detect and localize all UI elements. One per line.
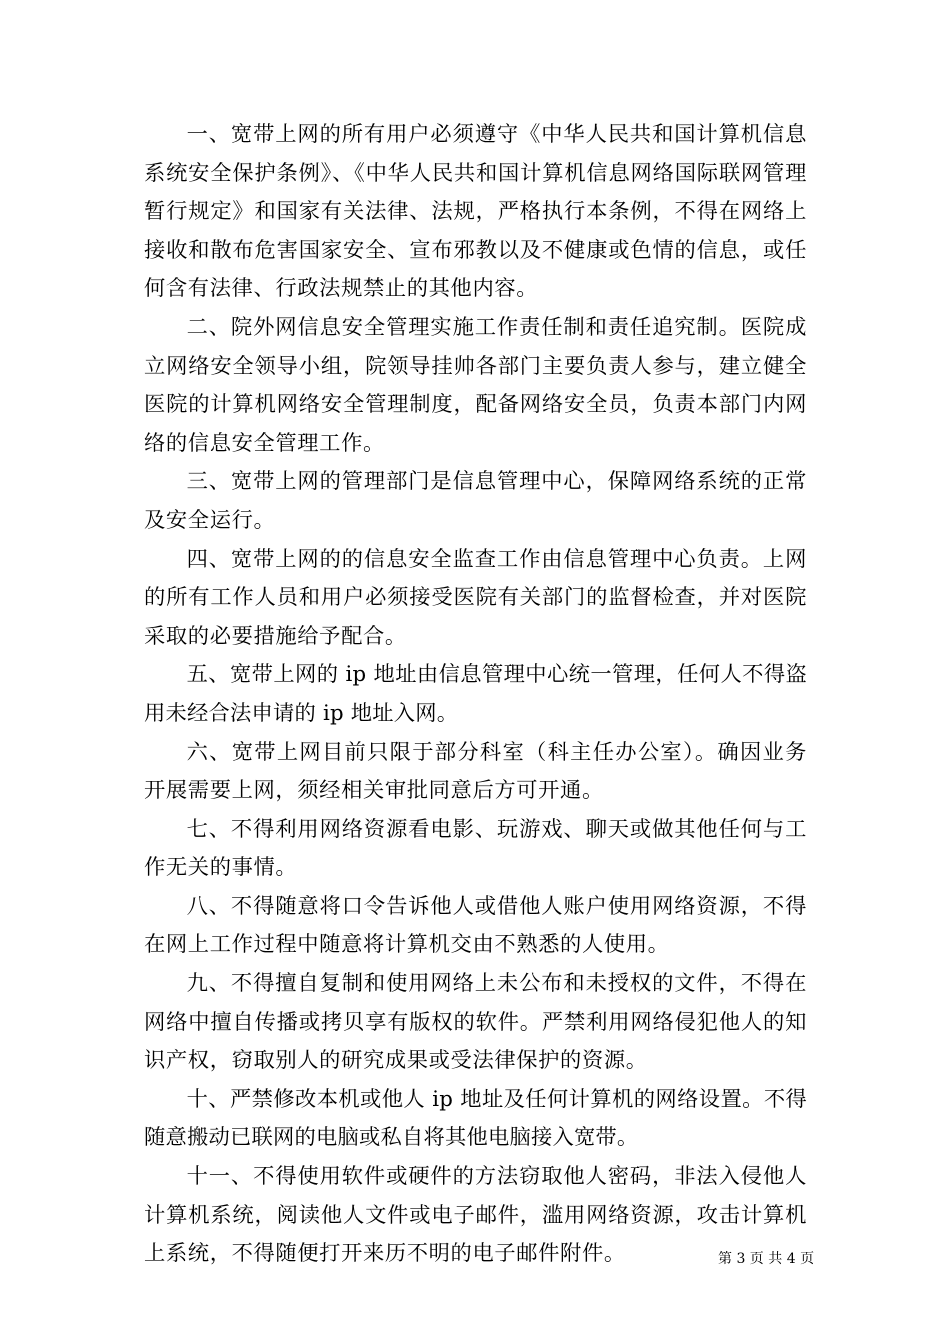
document-body: [144, 116, 807, 1274]
paragraph-5: 五、宽带上网的 ip 地址由信息管理中心统一管理，任何人不得盗用未经合法申请的 ip 地址入网。: [144, 662, 807, 726]
paragraph-7: 七、不得利用网络资源看电影、玩游戏、聊天或做其他任何与工作无关的事情。: [144, 816, 807, 881]
paragraph-6: 六、宽带上网目前只限于部分科室（科主任办公室）。确因业务开展需要上网，须经相关审批同意后方可开通。: [144, 739, 807, 804]
paragraph-10: 十、严禁修改本机或他人 ip 地址及任何计算机的网络设置。不得随意搬动已联网的电脑或私自将其他电脑接入宽带。: [144, 1086, 807, 1151]
paragraph-2: 二、院外网信息安全管理实施工作责任制和责任追究制。医院成立网络安全领导小组，院领导挂帅各部门主要负责人参与，建立健全医院的计算机网络安全管理制度，配备网络安全员，负责本部门内网络的信息安全管理工作。: [144, 314, 807, 456]
paragraph-8: 八、不得随意将口令告诉他人或借他人账户使用网络资源，不得在网上工作过程中随意将计算机交由不熟悉的人使用。: [144, 893, 807, 958]
page-number: 第 3 页 共 4 页: [718, 1251, 815, 1267]
paragraph-11: 十一、不得使用软件或硬件的方法窃取他人密码，非法入侵他人计算机系统，阅读他人文件或电子邮件，滥用网络资源，攻击计算机上系统，不得随便打开来历不明的电子邮件附件。: [144, 1164, 807, 1267]
paragraph-9: 九、不得擅自复制和使用网络上未公布和未授权的文件，不得在网络中擅自传播或拷贝享有版权的软件。严禁利用网络侵犯他人的知识产权，窃取别人的研究成果或受法律保护的资源。: [144, 971, 807, 1074]
paragraph-1: 一、宽带上网的所有用户必须遵守《中华人民共和国计算机信息系统安全保护条例》、《中华人民共和国计算机信息网络国际联网管理暂行规定》和国家有关法律、法规，严格执行本条例，不得在网络上接收和散布危害国家安全、宣布邪教以及不健康或色情的信息，或任何含有法律、行政法规禁止的其他内容。: [144, 122, 807, 302]
paragraph-3: 三、宽带上网的管理部门是信息管理中心，保障网络系统的正常及安全运行。: [144, 469, 807, 533]
paragraph-4: 四、宽带上网的的信息安全监查工作由信息管理中心负责。上网的所有工作人员和用户必须接受医院有关部门的监督检查，并对医院采取的必要措施给予配合。: [144, 546, 807, 649]
